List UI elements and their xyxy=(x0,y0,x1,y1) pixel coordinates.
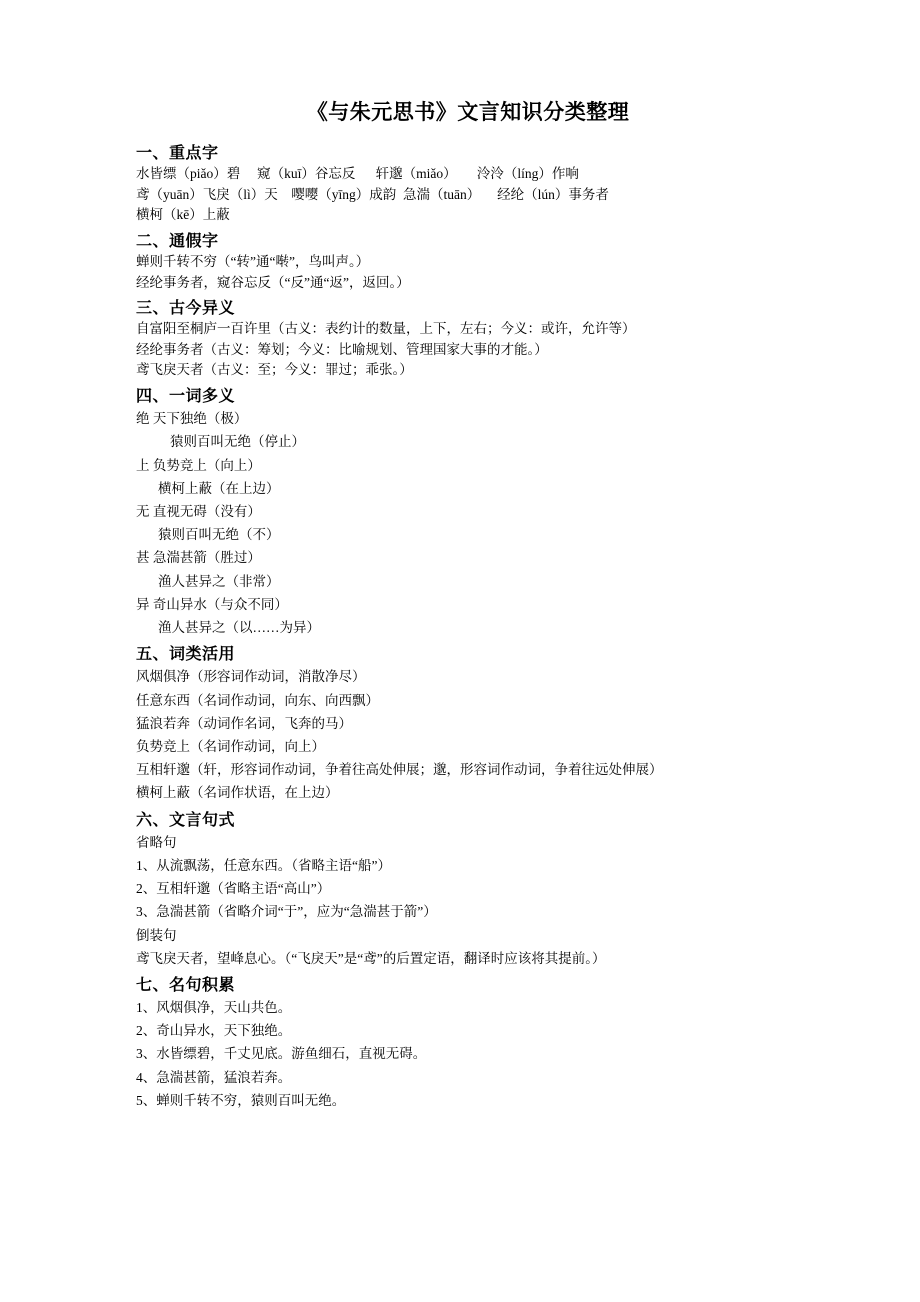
section-famous-sentences xyxy=(136,972,800,1112)
section-line: 2、互相轩邈（省略主语“高山”） xyxy=(136,881,331,897)
section-heading: 六、文言句式 xyxy=(136,811,236,829)
section-line: 3、水皆缥碧，千丈见底。游鱼细石，直视无碍。 xyxy=(136,1046,427,1062)
section-line: 风烟俱净（形容词作动词，消散净尽） xyxy=(136,669,366,685)
section-line: 鸢飞戾天者，望峰息心。（“飞戾天”是“鸢”的后置定语，翻译时应该将其提前。） xyxy=(136,950,606,966)
section-line: 渔人甚异之（以……为异） xyxy=(158,620,320,636)
section-tongjia-characters xyxy=(136,228,800,293)
section-line: 水皆缥（piǎo）碧 窥（kuī）谷忘反 轩邈（miǎo） 泠泠（líng）作响 xyxy=(136,166,579,181)
section-line: 甚 急湍甚箭（胜过） xyxy=(136,550,261,566)
section-line: 3、急湍甚箭（省略介词“于”，应为“急湍甚于箭”） xyxy=(136,904,437,920)
section-line: 绝 天下独绝（极） xyxy=(136,411,248,427)
section-line: 渔人甚异之（非常） xyxy=(158,573,280,589)
section-sentence-patterns xyxy=(136,807,800,970)
section-line: 猿则百叫无绝（停止） xyxy=(170,434,305,450)
section-polysemy xyxy=(136,383,800,639)
section-line: 经纶事务者，窥谷忘反（“反”通“返”，返回。） xyxy=(136,274,410,290)
section-line: 横柯（kē）上蔽 xyxy=(136,207,230,223)
section-line: 1、从流飘荡，任意东西。（省略主语“船”） xyxy=(136,857,391,873)
section-line: 蝉则千转不穷（“转”通“啭”，鸟叫声。） xyxy=(136,253,370,269)
section-heading: 四、一词多义 xyxy=(136,388,236,406)
section-line: 4、急湍甚箭，猛浪若奔。 xyxy=(136,1069,292,1085)
section-line: 横柯上蔽（名词作状语，在上边） xyxy=(136,785,339,801)
section-key-characters xyxy=(136,140,800,226)
section-line: 横柯上蔽（在上边） xyxy=(158,480,280,496)
section-heading: 二、通假字 xyxy=(136,232,219,250)
section-line: 负势竞上（名词作动词，向上） xyxy=(136,738,325,754)
section-line: 经纶事务者（古义：筹划；今义：比喻规划、管理国家大事的才能。） xyxy=(136,341,548,357)
section-line: 上 负势竞上（向上） xyxy=(136,457,261,473)
section-heading: 一、重点字 xyxy=(136,145,219,162)
section-ancient-modern-meaning xyxy=(136,295,800,381)
section-line: 自富阳至桐庐一百许里（古义：表约计的数量，上下，左右；今义：或许，允许等） xyxy=(136,321,636,337)
section-line: 猿则百叫无绝（不） xyxy=(158,527,280,543)
section-line: 5、蝉则千转不穷，猿则百叫无绝。 xyxy=(136,1092,346,1108)
section-line: 省略句 xyxy=(136,834,177,850)
section-line: 2、奇山异水，天下独绝。 xyxy=(136,1023,292,1039)
section-line: 1、风烟俱净，天山共色。 xyxy=(136,999,292,1015)
section-line: 鸢（yuān）飞戾（lì）天 嘤嘤（yīng）成韵 急湍（tuān） 经纶（lún）事务者 xyxy=(136,186,609,202)
section-line: 倒装句 xyxy=(136,927,177,943)
section-word-class-usage xyxy=(136,641,800,804)
section-line: 鸢飞戾天者（古义：至；今义：罪过；乖张。） xyxy=(136,362,413,378)
section-heading: 五、词类活用 xyxy=(136,646,236,664)
section-line: 猛浪若奔（动词作名词，飞奔的马） xyxy=(136,715,352,731)
section-heading: 三、古今异义 xyxy=(136,300,236,318)
section-line: 无 直视无碍（没有） xyxy=(136,504,261,519)
section-line: 异 奇山异水（与众不同） xyxy=(136,596,288,612)
section-line: 互相轩邈（轩，形容词作动词，争着往高处伸展；邈，形容词作动词，争着往远处伸展） xyxy=(136,762,663,778)
section-heading: 七、名句积累 xyxy=(136,976,236,994)
page-title: 《与朱元思书》文言知识分类整理 xyxy=(306,101,630,124)
section-line: 任意东西（名词作动词，向东、向西飘） xyxy=(136,692,379,708)
